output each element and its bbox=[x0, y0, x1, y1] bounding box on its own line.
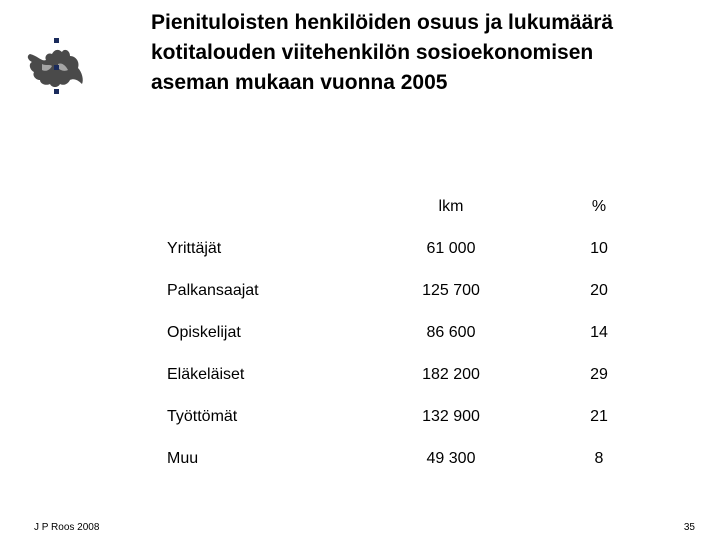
header-count: lkm bbox=[438, 198, 464, 215]
row-percent: 29 bbox=[590, 366, 608, 383]
row-count: 61 000 bbox=[426, 240, 476, 257]
slide-title bbox=[151, 8, 691, 98]
row-count: 132 900 bbox=[422, 408, 480, 425]
table-row bbox=[167, 354, 647, 396]
row-percent: 21 bbox=[590, 408, 608, 425]
table-row bbox=[167, 270, 647, 312]
row-count: 86 600 bbox=[426, 324, 476, 341]
title-line: Pienituloisten henkilöiden osuus ja lukumäärä bbox=[151, 11, 614, 34]
title-line: aseman mukaan vuonna 2005 bbox=[151, 71, 448, 94]
title-line: kotitalouden viitehenkilön sosioekonomisen bbox=[151, 41, 594, 64]
table-row bbox=[167, 438, 647, 480]
table-row bbox=[167, 312, 647, 354]
university-logo-icon bbox=[24, 36, 88, 96]
row-count: 182 200 bbox=[422, 366, 480, 383]
row-percent: 8 bbox=[594, 450, 604, 467]
table-header-row bbox=[167, 186, 647, 228]
data-table bbox=[167, 186, 647, 480]
header-percent: % bbox=[591, 198, 607, 215]
row-label: Eläkeläiset bbox=[167, 366, 245, 383]
row-label: Yrittäjät bbox=[167, 240, 222, 257]
row-percent: 10 bbox=[590, 240, 608, 257]
row-label: Työttömät bbox=[167, 408, 238, 425]
table-row bbox=[167, 396, 647, 438]
row-count: 49 300 bbox=[426, 450, 476, 467]
row-count: 125 700 bbox=[422, 282, 480, 299]
row-percent: 14 bbox=[590, 324, 608, 341]
row-label: Muu bbox=[167, 450, 199, 467]
table-row bbox=[167, 228, 647, 270]
row-percent: 20 bbox=[590, 282, 608, 299]
footer-author: J P Roos 2008 bbox=[34, 522, 100, 533]
page-number: 35 bbox=[683, 522, 695, 533]
row-label: Opiskelijat bbox=[167, 324, 241, 341]
row-label: Palkansaajat bbox=[167, 282, 259, 299]
